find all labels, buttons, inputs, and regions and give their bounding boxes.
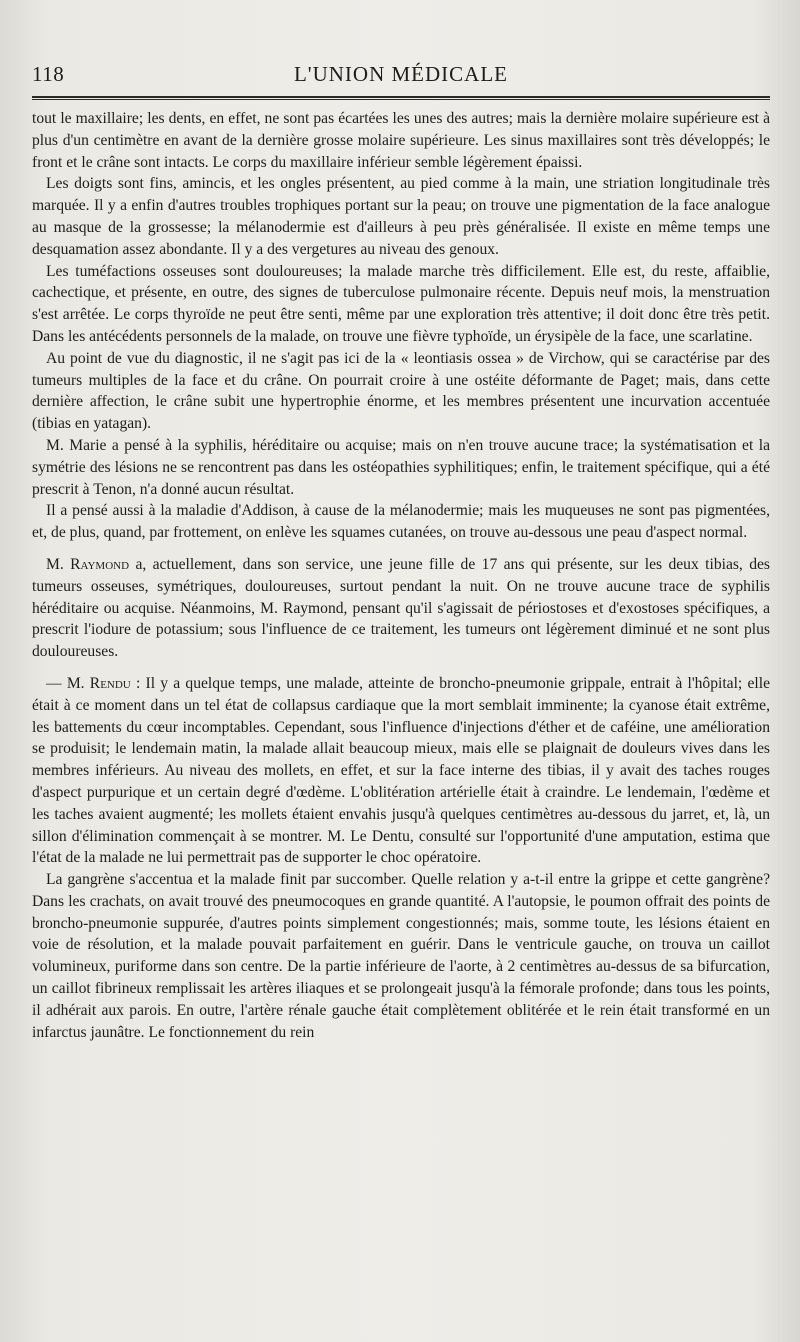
running-title: L'UNION MÉDICALE	[293, 62, 508, 86]
rendu-text: : Il y a quelque temps, une malade, atteinte de broncho-pneumonie grippale, entrait à l'hôpital; elle était à ce moment dans un tel état de collapsus cardiaque que la mort semblait imminente; la cyanose était extrême, les battements du cœur incomptables. Cependant, sous l'influence d'injections d'éther et de caféine, une amélioration se produisit; le lendemain matin, la malade allait beaucoup mieux, mais elle se plaignait de douleurs vives dans les membres inférieurs. Au niveau des mollets, en effet, et sur la face interne des tibias, il y avait des taches rouges d'aspect purpurique et un certain degré d'œdème. L'oblitération artérielle était à craindre. Le lendemain, l'œdème et les taches avaient augmenté; les mollets étaient envahis jusqu'à quelques centimètres au-dessous du jarret, et, là, un sillon d'élimination commençait à se montrer. M. Le Dentu, consulté sur l'opportunité d'une amputation, estima que l'état de la malade ne lui permettrait pas de supporter le choc opératoire.	[32, 674, 770, 867]
header-rule	[32, 96, 770, 100]
raymond-text: a, actuellement, dans son service, une jeune fille de 17 ans qui présente, sur les deux tibias, des tumeurs osseuses, symétriques, douloureuses, surtout pendant la nuit. On ne trouve aucune trace de syphilis héréditaire ou acquise. Néanmoins, M. Raymond, pensant qu'il s'agissait de périostoses et d'exostoses spécifiques, a prescrit l'iodure de potassium; sous l'influence de ce traitement, les tumeurs ont légèrement diminué et ne sont plus douloureuses.	[32, 555, 771, 661]
paragraph-diagnostic: Au point de vue du diagnostic, il ne s'agit pas ici de la « leontiasis ossea » de Virchow, qui se caractérise par des tumeurs multiples de la face et du crâne. On pourrait croire à une ostéite déformante de Paget; mais, dans cette dernière affection, le crâne subit une hypertrophie énorme, et les membres présentent une incurvation accentuée (tibias en yatagan).	[32, 349, 770, 433]
paragraph-raymond	[32, 554, 770, 663]
paragraph-maxillaire: tout le maxillaire; les dents, en effet, ne sont pas écartées les unes des autres; mais la dernière molaire supérieure est à plus d'un centimètre en avant de la dernière grosse molaire supérieure. Les sinus maxillaires sont très développés; le front et le crâne sont intacts. Le corps du maxillaire inférieur semble légèrement épaissi.	[32, 110, 770, 171]
paragraph-rendu	[32, 673, 770, 869]
speaker-name-rendu: Rendu	[89, 674, 131, 692]
paragraph-gangrene: La gangrène s'accentua et la malade finit par succomber. Quelle relation y a-t-il entre la grippe et cette gangrène? Dans les crachats, on avait trouvé des pneumocoques en grande quantité. A l'autopsie, le poumon offrait des points de broncho-pneumonie suppurée, d'autres points simplement congestionnés; mais, somme toute, les lésions étaient en voie de résolution, et la malade pouvait parfaitement en guérir. Dans le ventricule gauche, on trouva un caillot volumineux, puriforme dans son centre. De la partie inférieure de l'aorte, à 2 centimètres au-dessus de sa bifurcation, un caillot fibrineux remplissait les artères iliaques et se prolongeait jusqu'à la fémorale profonde; dans tous les points, il adhérait aux parois. En outre, l'artère rénale gauche était complètement oblitérée et le rein était transformé en un infarctus jaunâtre. Le fonctionnement du rein	[32, 871, 770, 1041]
page-header	[32, 60, 770, 96]
paragraph-addison: Il a pensé aussi à la maladie d'Addison, à cause de la mélanodermie; mais les muqueuses ne sont pas pigmentées, et, de plus, quand, par frottement, on enlève les squames cutanées, on trouve au-dessous une peau d'aspect normal.	[32, 502, 770, 542]
speaker-prefix: M.	[46, 555, 71, 573]
paragraph-syphilis: M. Marie a pensé à la syphilis, héréditaire ou acquise; mais on n'en trouve aucune trace; la systématisation et la symétrie des lésions ne se rencontrent pas dans les ostéopathies syphilitiques; enfin, le traitement spécifique, qui a été prescrit à Tenon, n'a donné aucun résultat.	[32, 436, 770, 498]
speaker-name-raymond: Raymond	[70, 555, 130, 573]
page-number: 118	[32, 62, 65, 86]
speaker-prefix: — M.	[46, 674, 90, 692]
paragraph-doigts: Les doigts sont fins, amincis, et les ongles présentent, au pied comme à la main, une striation longitudinale très marquée. Il y a enfin d'autres troubles trophiques portant sur la peau; on trouve une pigmentation de la face analogue au masque de la grossesse; la mélanodermie est d'ailleurs à peu près généralisée. Il existe en même temps une desquamation assez abondante. Il y a des vergetures au niveau des genoux.	[32, 175, 770, 258]
article-body	[32, 108, 770, 1043]
paragraph-tumefactions: Les tuméfactions osseuses sont douloureuses; la malade marche très difficilement. Elle est, du reste, affaiblie, cachectique, et présente, en outre, des signes de tuberculose pulmonaire récente. Depuis neuf mois, la menstruation s'est arrêtée. Le corps thyroïde ne peut être senti, même par une exploration très attentive; il doit donc être très petit. Dans les antécédents personnels de la malade, on trouve une fièvre typhoïde, un érysipèle de la face, une scarlatine.	[32, 262, 770, 345]
